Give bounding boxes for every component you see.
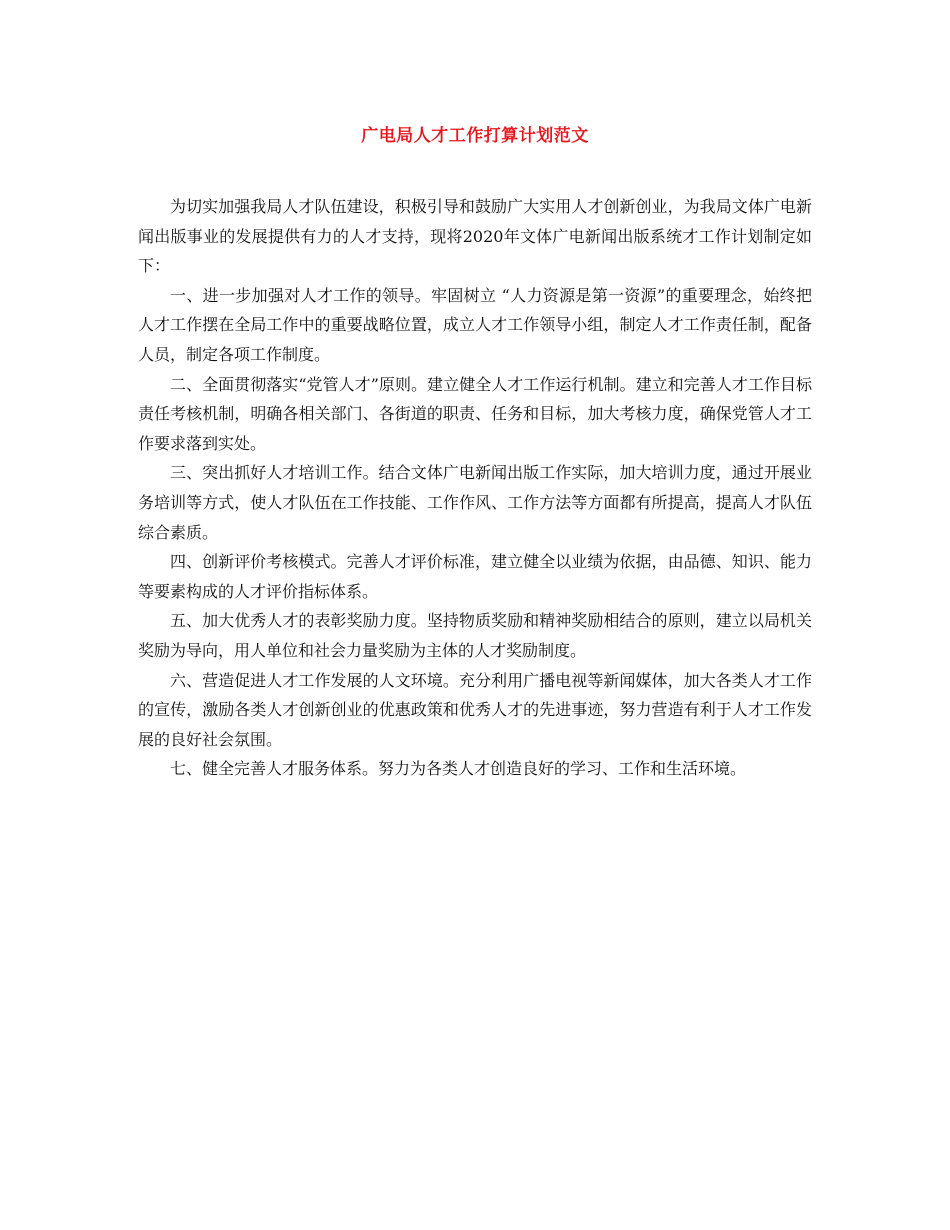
paragraph-6: 六、营造促进人才工作发展的人文环境。充分利用广播电视等新闻媒体，加大各类人才工作的宣传，激励各类人才创新创业的优惠政策和优秀人才的先进事迹，努力营造有利于人才工作发展的良好社会氛围。	[138, 670, 812, 749]
paragraph-1: 一、进一步加强对人才工作的领导。牢固树立 “人力资源是第一资源”的重要理念，始终把人才工作摆在全局工作中的重要战略位置，成立人才工作领导小组，制定人才工作责任制，配备人员，制定各项工作制度。	[138, 285, 812, 364]
paragraph-7: 七、健全完善人才服务体系。努力为各类人才创造良好的学习、工作和生活环境。	[170, 759, 747, 779]
document-body	[138, 192, 812, 784]
paragraph-4: 四、创新评价考核模式。完善人才评价标准，建立健全以业绩为依据，由品德、知识、能力等要素构成的人才评价指标体系。	[138, 552, 812, 601]
paragraph-intro: 为切实加强我局人才队伍建设，积极引导和鼓励广大实用人才创新创业，为我局文体广电新闻出版事业的发展提供有力的人才支持，现将2020年文体广电新闻出版系统才工作计划制定如下：	[138, 197, 812, 276]
document-title: 广电局人才工作打算计划范文	[361, 126, 589, 146]
paragraph-3: 三、突出抓好人才培训工作。结合文体广电新闻出版工作实际，加大培训力度，通过开展业务培训等方式，使人才队伍在工作技能、工作作风、工作方法等方面都有所提高，提高人才队伍综合素质。	[138, 463, 812, 542]
paragraph-5: 五、加大优秀人才的表彰奖励力度。坚持物质奖励和精神奖励相结合的原则，建立以局机关奖励为导向，用人单位和社会力量奖励为主体的人才奖励制度。	[138, 611, 812, 660]
paragraph-2: 二、全面贯彻落实“党管人才”原则。建立健全人才工作运行机制。建立和完善人才工作目标责任考核机制，明确各相关部门、各街道的职责、任务和目标，加大考核力度，确保党管人才工作要求落到实处。	[138, 374, 812, 453]
